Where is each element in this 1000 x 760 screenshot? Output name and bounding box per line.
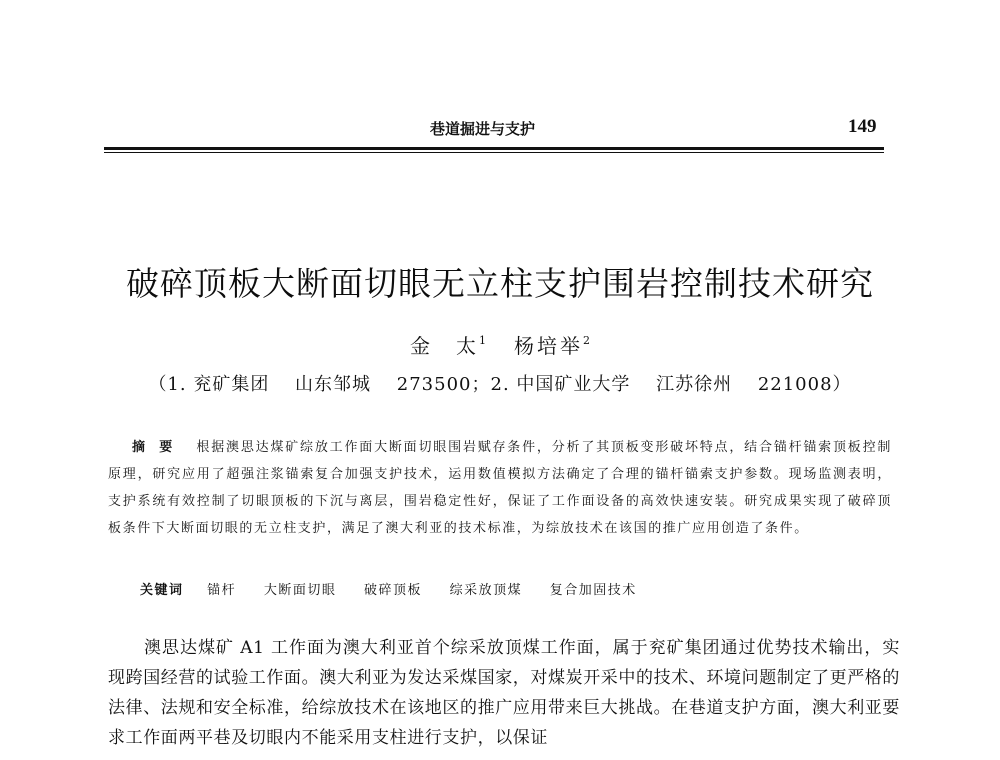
abstract-text: 根据澳思达煤矿综放工作面大断面切眼围岩赋存条件，分析了其顶板变形破坏特点，结合锚杆锚索顶板控制原理，研究应用了超强注浆锚索复合加强支护技术，运用数值模拟方法确定了合理的锚杆锚索支护参数。现场监测表明，支护系统有效控制了切眼顶板的下沉与离层，围岩稳定性好，保证了工作面设备的高效快速安装。研究成果实现了破碎顶板条件下大断面切眼的无立柱支护，满足了澳大利亚的技术标准，为综放技术在该国的推广应用创造了条件。 bbox=[108, 440, 892, 536]
body-paragraph: 澳思达煤矿 A1 工作面为澳大利亚首个综采放顶煤工作面，属于兖矿集团通过优势技术输出，实现跨国经营的试验工作面。澳大利亚为发达采煤国家，对煤炭开采中的技术、环境问题制定了更严格的法律、法规和安全标准，给综放技术在该地区的推广应用带来巨大挑战。在巷道支护方面，澳大利亚要求工作面两平巷及切眼内不能采用支柱进行支护，以保证 bbox=[108, 638, 900, 748]
keyword: 综采放顶煤 bbox=[449, 583, 523, 598]
keyword: 破碎顶板 bbox=[363, 583, 422, 598]
keyword: 大断面切眼 bbox=[263, 583, 337, 598]
page-number: 149 bbox=[848, 116, 877, 137]
keyword: 复合加固技术 bbox=[549, 583, 637, 598]
author-name: 金 太 bbox=[410, 334, 479, 358]
author-name: 杨培举 bbox=[514, 334, 583, 358]
author-affiliation-mark: 2 bbox=[583, 334, 590, 347]
abstract bbox=[108, 434, 892, 542]
header-rule-thin bbox=[104, 152, 884, 153]
author-line bbox=[0, 330, 1000, 359]
abstract-label: 摘要 bbox=[132, 440, 187, 455]
paper-title: 破碎顶板大断面切眼无立柱支护围岩控制技术研究 bbox=[126, 264, 874, 303]
running-header-title: 巷道掘进与支护 bbox=[430, 120, 536, 138]
author-affiliation-mark: 1 bbox=[479, 334, 486, 347]
keyword: 锚杆 bbox=[207, 583, 237, 598]
keywords-label: 关键词 bbox=[140, 583, 184, 598]
header-rule-thick bbox=[104, 147, 884, 150]
keywords bbox=[140, 579, 900, 598]
affiliations: （1. 兖矿集团 山东邹城 273500；2. 中国矿业大学 江苏徐州 221008） bbox=[148, 374, 852, 395]
